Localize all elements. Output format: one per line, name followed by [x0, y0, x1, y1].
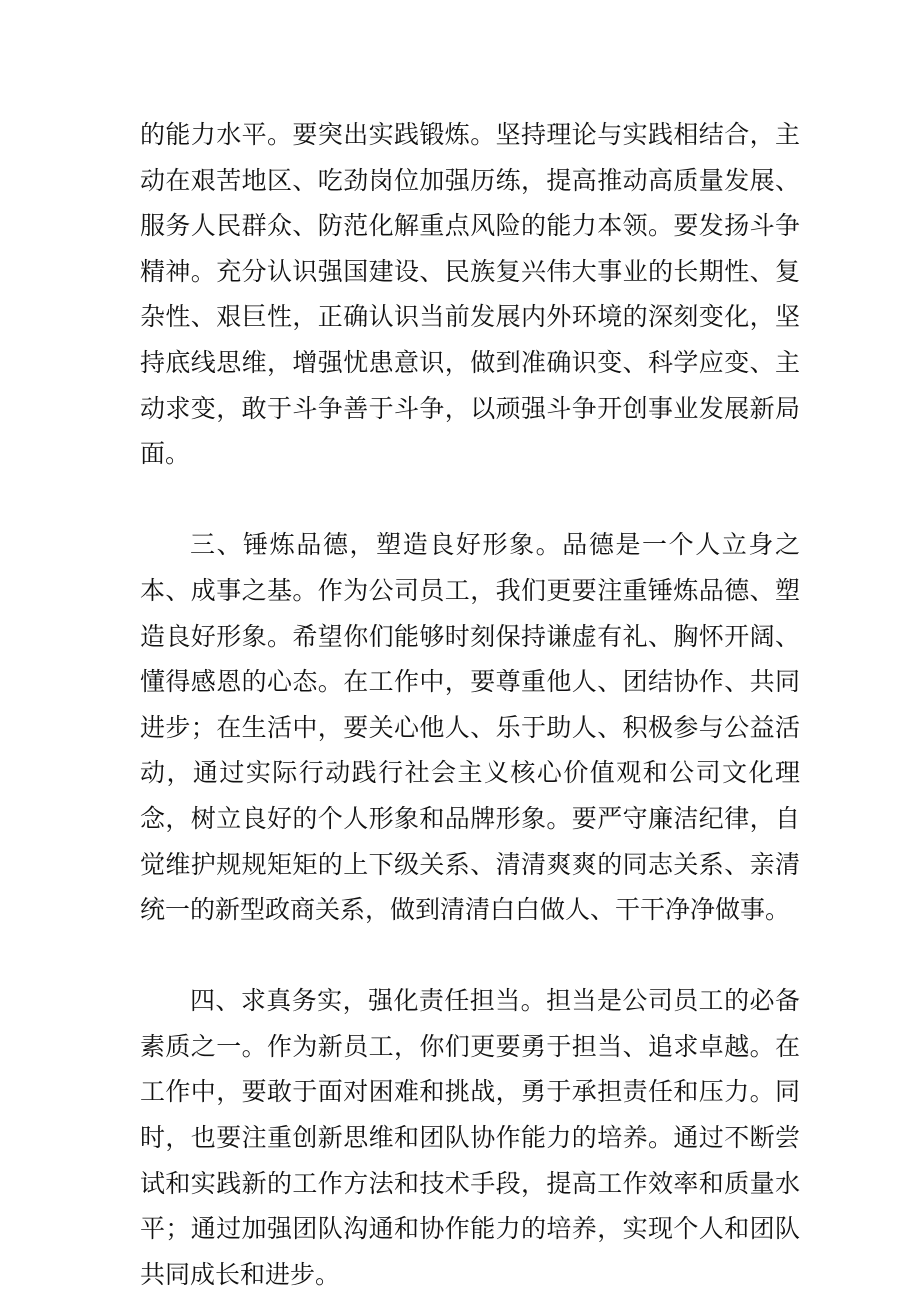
paragraph-spacing: [140, 933, 800, 979]
paragraph-practice-training: 的能力水平。要突出实践锻炼。坚持理论与实践相结合，主动在艰苦地区、吃劲岗位加强历练，提高推动高质量发展、服务人民群众、防范化解重点风险的能力本领。要发扬斗争精神。充分认识强国建设、民族复兴伟大事业的长期性、复杂性、艰巨性，正确认识当前发展内外环境的深刻变化，坚持底线思维，增强忧患意识，做到准确识变、科学应变、主动求变，敢于斗争善于斗争，以顽强斗争开创事业发展新局面。: [140, 120, 800, 469]
document-body: [140, 112, 800, 1297]
paragraph-section-three-character: 三、锤炼品德，塑造良好形象。品德是一个人立身之本、成事之基。作为公司员工，我们更要注重锤炼品德、塑造良好形象。希望你们能够时刻保持谦虚有礼、胸怀开阔、懂得感恩的心态。在工作中，要尊重他人、团结协作、共同进步；在生活中，要关心他人、乐于助人、积极参与公益活动，通过实际行动践行社会主义核心价值观和公司文化理念，树立良好的个人形象和品牌形象。要严守廉洁纪律，自觉维护规规矩矩的上下级关系、清清爽爽的同志关系、亲清统一的新型政商关系，做到清清白白做人、干干净净做事。: [140, 530, 800, 925]
paragraph-spacing: [140, 477, 800, 523]
paragraph-section-four-responsibility: 四、求真务实，强化责任担当。担当是公司员工的必备素质之一。作为新员工，你们更要勇于担当、追求卓越。在工作中，要敢于面对困难和挑战，勇于承担责任和压力。同时，也要注重创新思维和团队协作能力的培养。通过不断尝试和实践新的工作方法和技术手段，提高工作效率和质量水平；通过加强团队沟通和协作能力的培养，实现个人和团队共同成长和进步。: [140, 986, 800, 1289]
